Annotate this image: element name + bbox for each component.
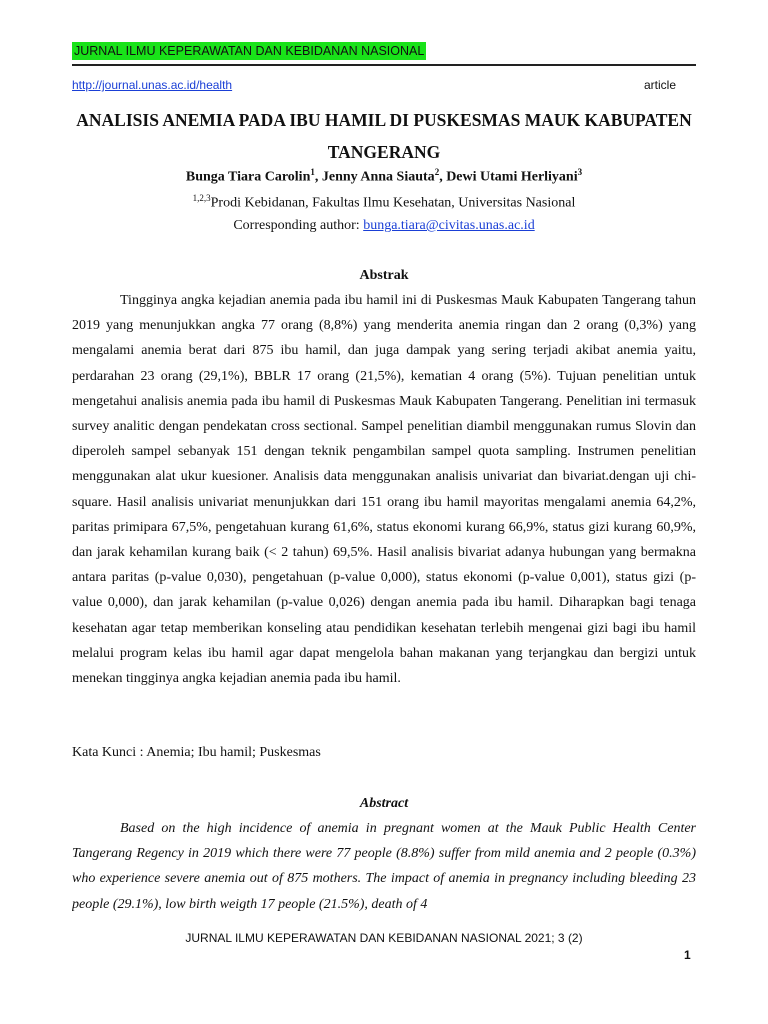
paper-title: ANALISIS ANEMIA PADA IBU HAMIL DI PUSKESMAS MAUK KABUPATEN TANGERANG — [76, 110, 692, 162]
abstract-en-body: Based on the high incidence of anemia in pregnant women at the Mauk Public Health Center Tangerang Regency in 2019 which there were 77 people (8.8%) suffer from mild anemia and 2 people (0.3%) who experience severe anemia out of 875 mothers. The impact of anemia in pregnancy including bleeding 23 people (29.1%), low birth weigth 17 people (21.5%), death of 4 — [72, 821, 696, 912]
affiliation-text: Prodi Kebidanan, Fakultas Ilmu Kesehatan, Universitas Nasional — [210, 195, 576, 211]
author-superscript: 2 — [434, 167, 440, 177]
abstract-en-heading: Abstract — [359, 796, 409, 811]
abstract-id-body: Tingginya angka kejadian anemia pada ibu hamil ini di Puskesmas Mauk Kabupaten Tangerang tahun 2019 yang menunjukkan angka 77 orang (8,8%) yang menderita anemia ringan dan 2 orang (0,3%) yang mengalami anemia berat dari 875 ibu hamil, dan juga dampak yang sering terjadi akibat anemia yaitu, perdarahan 23 orang (29,1%), BBLR 17 orang (21,5%), kematian 4 orang (5%). Tujuan penelitian untuk mengetahui analisis anemia pada ibu hamil di Puskesmas Mauk Kabupaten Tangerang. Penelitian ini termasuk survey analitic dengan pendekatan cross sectional. Sampel penelitian diambil menggunakan rumus Slovin dan diperoleh sampel sebanyak 151 dengan teknik pengambilan sampel quota sampling. Instrumen penelitian menggunakan alat ukur kuesioner. Analisis data menggunakan analisis univariat dan bivariat.dengan uji chi-square. Hasil analisis univariat menunjukkan dari 151 orang ibu hamil mayoritas mengalami anemia 64,2%, paritas primipara 67,5%, pengetahuan kurang 61,6%, status ekonomi kurang 66,9%, status gizi kurang 60,9%, dan jarak kehamilan kurang baik (< 2 tahun) 69,5%. Hasil analisis bivariat adanya hubungan yang bermakna antara paritas (p-value 0,030), pengetahuan (p-value 0,000), status ekonomi (p-value 0,001), status gizi (p-value 0,000), dan jarak kehamilan (p-value 0,026) dengan anemia pada ibu hamil. Diharapkan bagi tenaga kesehatan agar tetap memberikan konseling atau pendidikan kesehatan terlebih mengenai gizi bagi ibu hamil melalui program kelas ibu hamil agar dapat mengelola bahan makanan yang terjangkau dan bergizi untuk menekan tingginya angka kejadian anemia pada ibu hamil. — [72, 293, 696, 687]
affiliation-superscript: 1,2,3 — [192, 193, 211, 203]
author-name: Bunga Tiara Carolin — [185, 169, 311, 185]
author-separator: , — [314, 169, 322, 185]
corresponding-author — [72, 216, 696, 236]
author-name: Jenny Anna Siauta — [321, 169, 435, 185]
affiliation — [72, 188, 696, 214]
author-name: Dewi Utami Herliyani — [446, 169, 578, 185]
author-separator: , — [439, 169, 447, 185]
page-number: 1 — [684, 948, 691, 962]
author-superscript: 3 — [577, 167, 583, 177]
header-rule — [72, 64, 696, 66]
footer-journal-citation: JURNAL ILMU KEPERAWATAN DAN KEBIDANAN NASIONAL 2021; 3 (2) — [185, 931, 583, 945]
journal-name-banner: JURNAL ILMU KEPERAWATAN DAN KEBIDANAN NASIONAL — [74, 44, 425, 58]
author-list — [72, 162, 696, 188]
author-superscript: 1 — [310, 167, 315, 177]
header-url-line — [72, 78, 676, 96]
journal-url-link[interactable]: http://journal.unas.ac.id/health — [72, 78, 233, 92]
article-type-label: article — [643, 78, 676, 92]
corresponding-email-link[interactable]: bunga.tiara@civitas.unas.ac.id — [363, 218, 535, 233]
abstract-id-heading: Abstrak — [359, 268, 409, 283]
keywords: Kata Kunci : Anemia; Ibu hamil; Puskesmas — [72, 745, 321, 760]
corresponding-label: Corresponding author: — [233, 218, 364, 233]
